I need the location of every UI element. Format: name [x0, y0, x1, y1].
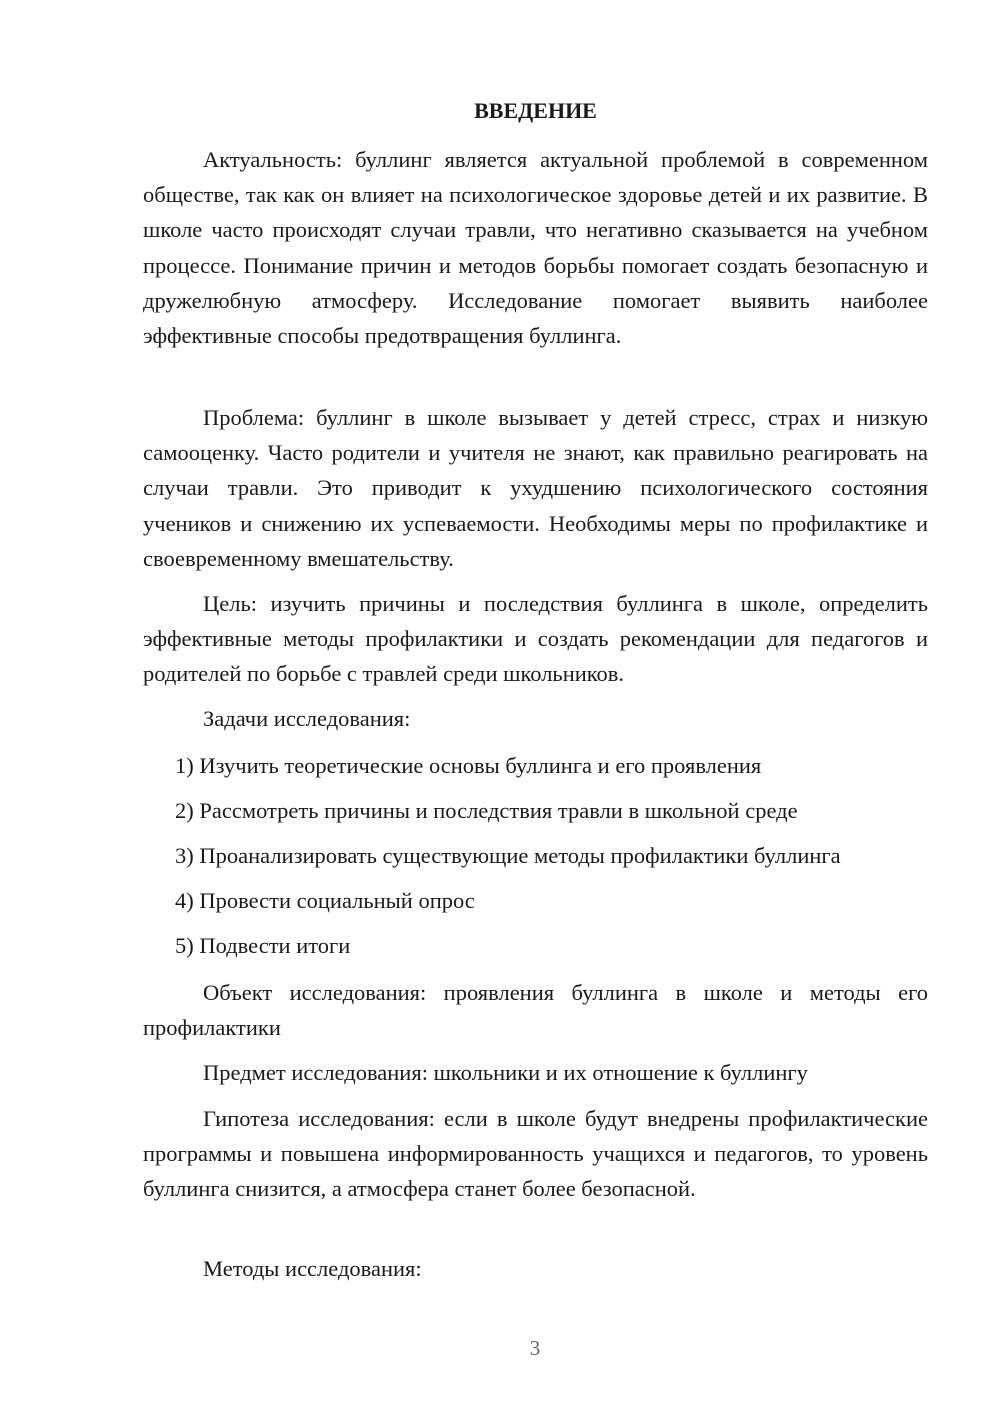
hypothesis-paragraph: Гипотеза исследования: если в школе будут внедрены профилактические программы и повышена информированность учащихся и педагогов, то уровень буллинга снизится, а атмосфера станет более безопасной. — [143, 1106, 928, 1202]
page-number: 3 — [529, 1336, 541, 1360]
relevance-paragraph: Актуальность: буллинг является актуальной проблемой в современном обществе, так как он влияет на психологическое здоровье детей и их развитие. В школе часто происходят случаи травли, что негативно сказывается на учебном процессе. Понимание причин и методов борьбы помогает создать безопасную и дружелюбную атмосферу. Исследование помогает выявить наиболее эффективные способы предотвращения буллинга. — [143, 147, 928, 349]
task-item: 5) Подвести итоги — [175, 933, 351, 958]
tasks-heading: Задачи исследования: — [203, 706, 411, 731]
task-item: 3) Проанализировать существующие методы профилактики буллинга — [175, 843, 841, 868]
object-paragraph: Объект исследования: проявления буллинга в школе и методы его профилактики — [143, 980, 928, 1041]
task-item: 4) Провести социальный опрос — [175, 888, 475, 913]
task-item: 2) Рассмотреть причины и последствия травли в школьной среде — [175, 798, 798, 823]
goal-paragraph: Цель: изучить причины и последствия буллинга в школе, определить эффективные методы профилактики и создать рекомендации для педагогов и родителей по борьбе с травлей среди школьников. — [143, 591, 928, 687]
task-item: 1) Изучить теоретические основы буллинга и его проявления — [175, 753, 762, 778]
page-title: ВВЕДЕНИЕ — [474, 98, 597, 123]
problem-paragraph: Проблема: буллинг в школе вызывает у детей стресс, страх и низкую самооценку. Часто родители и учителя не знают, как правильно реагировать на случаи травли. Это приводит к ухудшению психологического состояния учеников и снижению их успеваемости. Необходимы меры по профилактике и своевременному вмешательству. — [143, 405, 928, 571]
methods-heading: Методы исследования: — [203, 1256, 422, 1281]
subject-paragraph: Предмет исследования: школьники и их отношение к буллингу — [203, 1060, 808, 1085]
